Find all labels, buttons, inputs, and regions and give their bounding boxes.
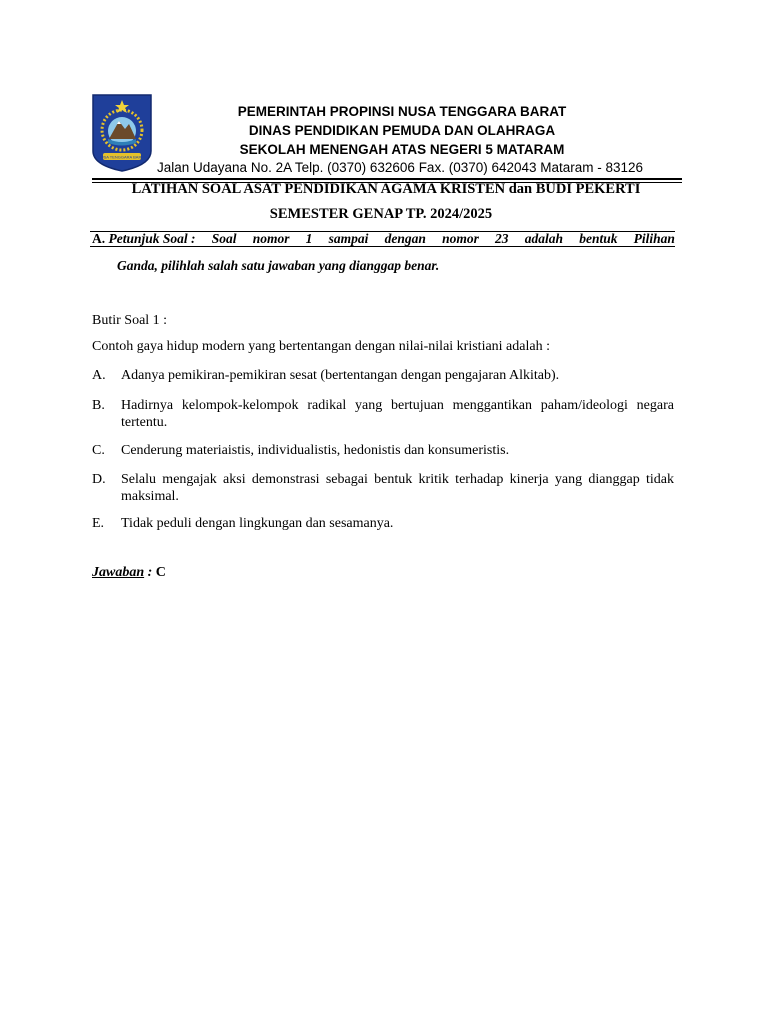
instructions [92, 231, 675, 273]
option-e [92, 515, 674, 532]
letterhead-rule-thick [92, 178, 682, 180]
instructions-word: nomor [442, 231, 479, 246]
instructions-word: sampai [328, 231, 369, 246]
option-letter: E. [92, 516, 105, 531]
instructions-label: Petunjuk Soal : [108, 231, 196, 246]
answer [92, 565, 166, 581]
letterhead-line-2: DINAS PENDIDIKAN PEMUDA DAN OLAHRAGA [248, 123, 556, 138]
section-marker: A. [92, 231, 106, 246]
option-text: Cenderung materiaistis, individualistis, hedonistis dan konsumeristis. [121, 443, 510, 458]
option-c [92, 442, 674, 459]
option-b [92, 397, 674, 431]
instructions-word: 1 [305, 231, 313, 246]
question-number: Butir Soal 1 : [92, 313, 168, 328]
instructions-line-2: Ganda, pilihlah salah satu jawaban yang dianggap benar. [117, 258, 440, 273]
option-d [92, 471, 674, 505]
instructions-line-1 [92, 231, 675, 248]
question-text: Contoh gaya hidup modern yang bertentangan dengan nilai-nilai kristiani adalah : [92, 339, 550, 354]
option-a [92, 367, 674, 384]
instructions-marker-label [92, 231, 196, 248]
letterhead-address: Jalan Udayana No. 2A Telp. (0370) 632606 Fax. (0370) 642043 Mataram - 83126 [157, 160, 644, 175]
instructions-word: 23 [495, 231, 509, 246]
letterhead-line-1: PEMERINTAH PROPINSI NUSA TENGGARA BARAT [237, 104, 567, 119]
answer-separator: : [144, 565, 156, 580]
answer-value: C [155, 565, 166, 580]
option-text: Selalu mengajak aksi demonstrasi sebagai bentuk kritik terhadap kinerja yang dianggap tidak maksimal. [121, 472, 674, 504]
answer-label: Jawaban [92, 565, 145, 580]
option-letter: A. [92, 368, 106, 383]
letterhead-line-3: SEKOLAH MENENGAH ATAS NEGERI 5 MATARAM [239, 142, 565, 157]
document-subtitle: SEMESTER GENAP TP. 2024/2025 [269, 206, 493, 222]
document-title: LATIHAN SOAL ASAT PENDIDIKAN AGAMA KRISTEN dan BUDI PEKERTI [131, 181, 641, 197]
instructions-word: bentuk [579, 231, 618, 246]
option-letter: D. [92, 472, 106, 487]
instructions-word: Pilihan [633, 231, 675, 246]
instructions-word: nomor [252, 231, 290, 246]
option-text: Hadirnya kelompok-kelompok radikal yang bertujuan menggantikan paham/ideologi negara tertentu. [121, 398, 674, 430]
option-text: Adanya pemikiran-pemikiran sesat (bertentangan dengan pengajaran Alkitab). [121, 368, 560, 383]
option-letter: B. [92, 398, 105, 413]
instructions-word: Soal [211, 231, 237, 246]
logo-ribbon-text: NUSA TENGGARA BARAT [97, 154, 147, 160]
instructions-word: adalah [524, 231, 563, 246]
option-letter: C. [92, 443, 105, 458]
option-text: Tidak peduli dengan lingkungan dan sesamanya. [121, 516, 394, 531]
instructions-word: dengan [384, 231, 426, 246]
